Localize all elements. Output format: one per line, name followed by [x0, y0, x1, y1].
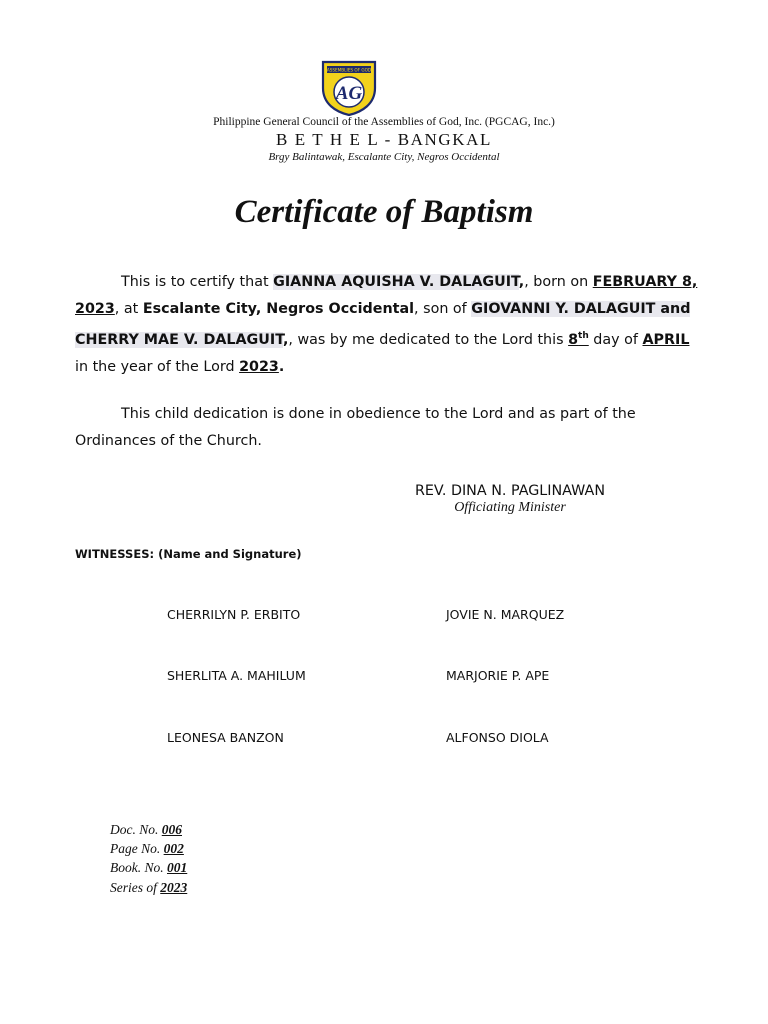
church-name: B E T H E L - BANGKAL	[275, 130, 493, 149]
birth-year: 2023	[75, 301, 115, 317]
series-year: Series of 2023	[110, 880, 188, 895]
witness-name: MARJORIE P. APE	[446, 668, 550, 683]
witness-name: ALFONSO DIOLA	[446, 730, 549, 745]
ordinance-paragraph: This child dedication is done in obedience to the Lord and as part of the Ordinances of the Church.	[75, 406, 636, 449]
child-name: GIANNA AQUISHA V. DALAGUIT	[273, 274, 519, 290]
logo-arc-text: ASSEMBLIES OF GOD	[326, 67, 372, 73]
page-number: Page No. 002	[110, 841, 184, 856]
book-number: Book. No. 001	[110, 860, 188, 875]
minister-name: REV. DINA N. PAGLINAWAN	[414, 483, 606, 499]
witness-name: CHERRILYN P. ERBITO	[167, 607, 301, 622]
certificate-title: Certificate of Baptism	[234, 194, 534, 230]
church-address: Brgy Balintawak, Escalante City, Negros Occidental	[268, 151, 500, 163]
org-name: Philippine General Council of the Assemblies of God, Inc. (PGCAG, Inc.)	[213, 116, 555, 128]
witnesses-heading: WITNESSES: (Name and Signature)	[75, 547, 302, 561]
minister-role: Officiating Minister	[454, 500, 566, 515]
birth-place: Escalante City, Negros Occidental	[142, 301, 415, 317]
logo-letters: AG	[335, 83, 363, 104]
parents-line-1: GIOVANNI Y. DALAGUIT and	[471, 301, 691, 317]
ag-seal-icon	[320, 58, 378, 116]
witness-name: LEONESA BANZON	[167, 730, 284, 745]
doc-number: Doc. No. 006	[110, 822, 182, 837]
month: APRIL	[642, 331, 690, 348]
witness-name: SHERLITA A. MAHILUM	[167, 668, 306, 683]
birth-date: FEBRUARY 8,	[592, 274, 698, 290]
day-number: 8th	[568, 331, 589, 348]
certification-paragraph: This is to certify that GIANNA AQUISHA V. DALAGUIT,, born on FEBRUARY 8, 2023, at Escalante City, Negros Occidental, son of GIOVANNI Y. DALAGUIT and CHERRY MAE V. DALAGUIT,, was by me dedicated to the Lord this 8th day of APRIL in the year of the Lord 2023.	[75, 274, 698, 375]
signatory-block	[380, 483, 640, 516]
dedication-year: 2023	[239, 358, 279, 375]
parents-line-2: CHERRY MAE V. DALAGUIT	[75, 331, 283, 348]
witness-name: JOVIE N. MARQUEZ	[446, 607, 565, 622]
